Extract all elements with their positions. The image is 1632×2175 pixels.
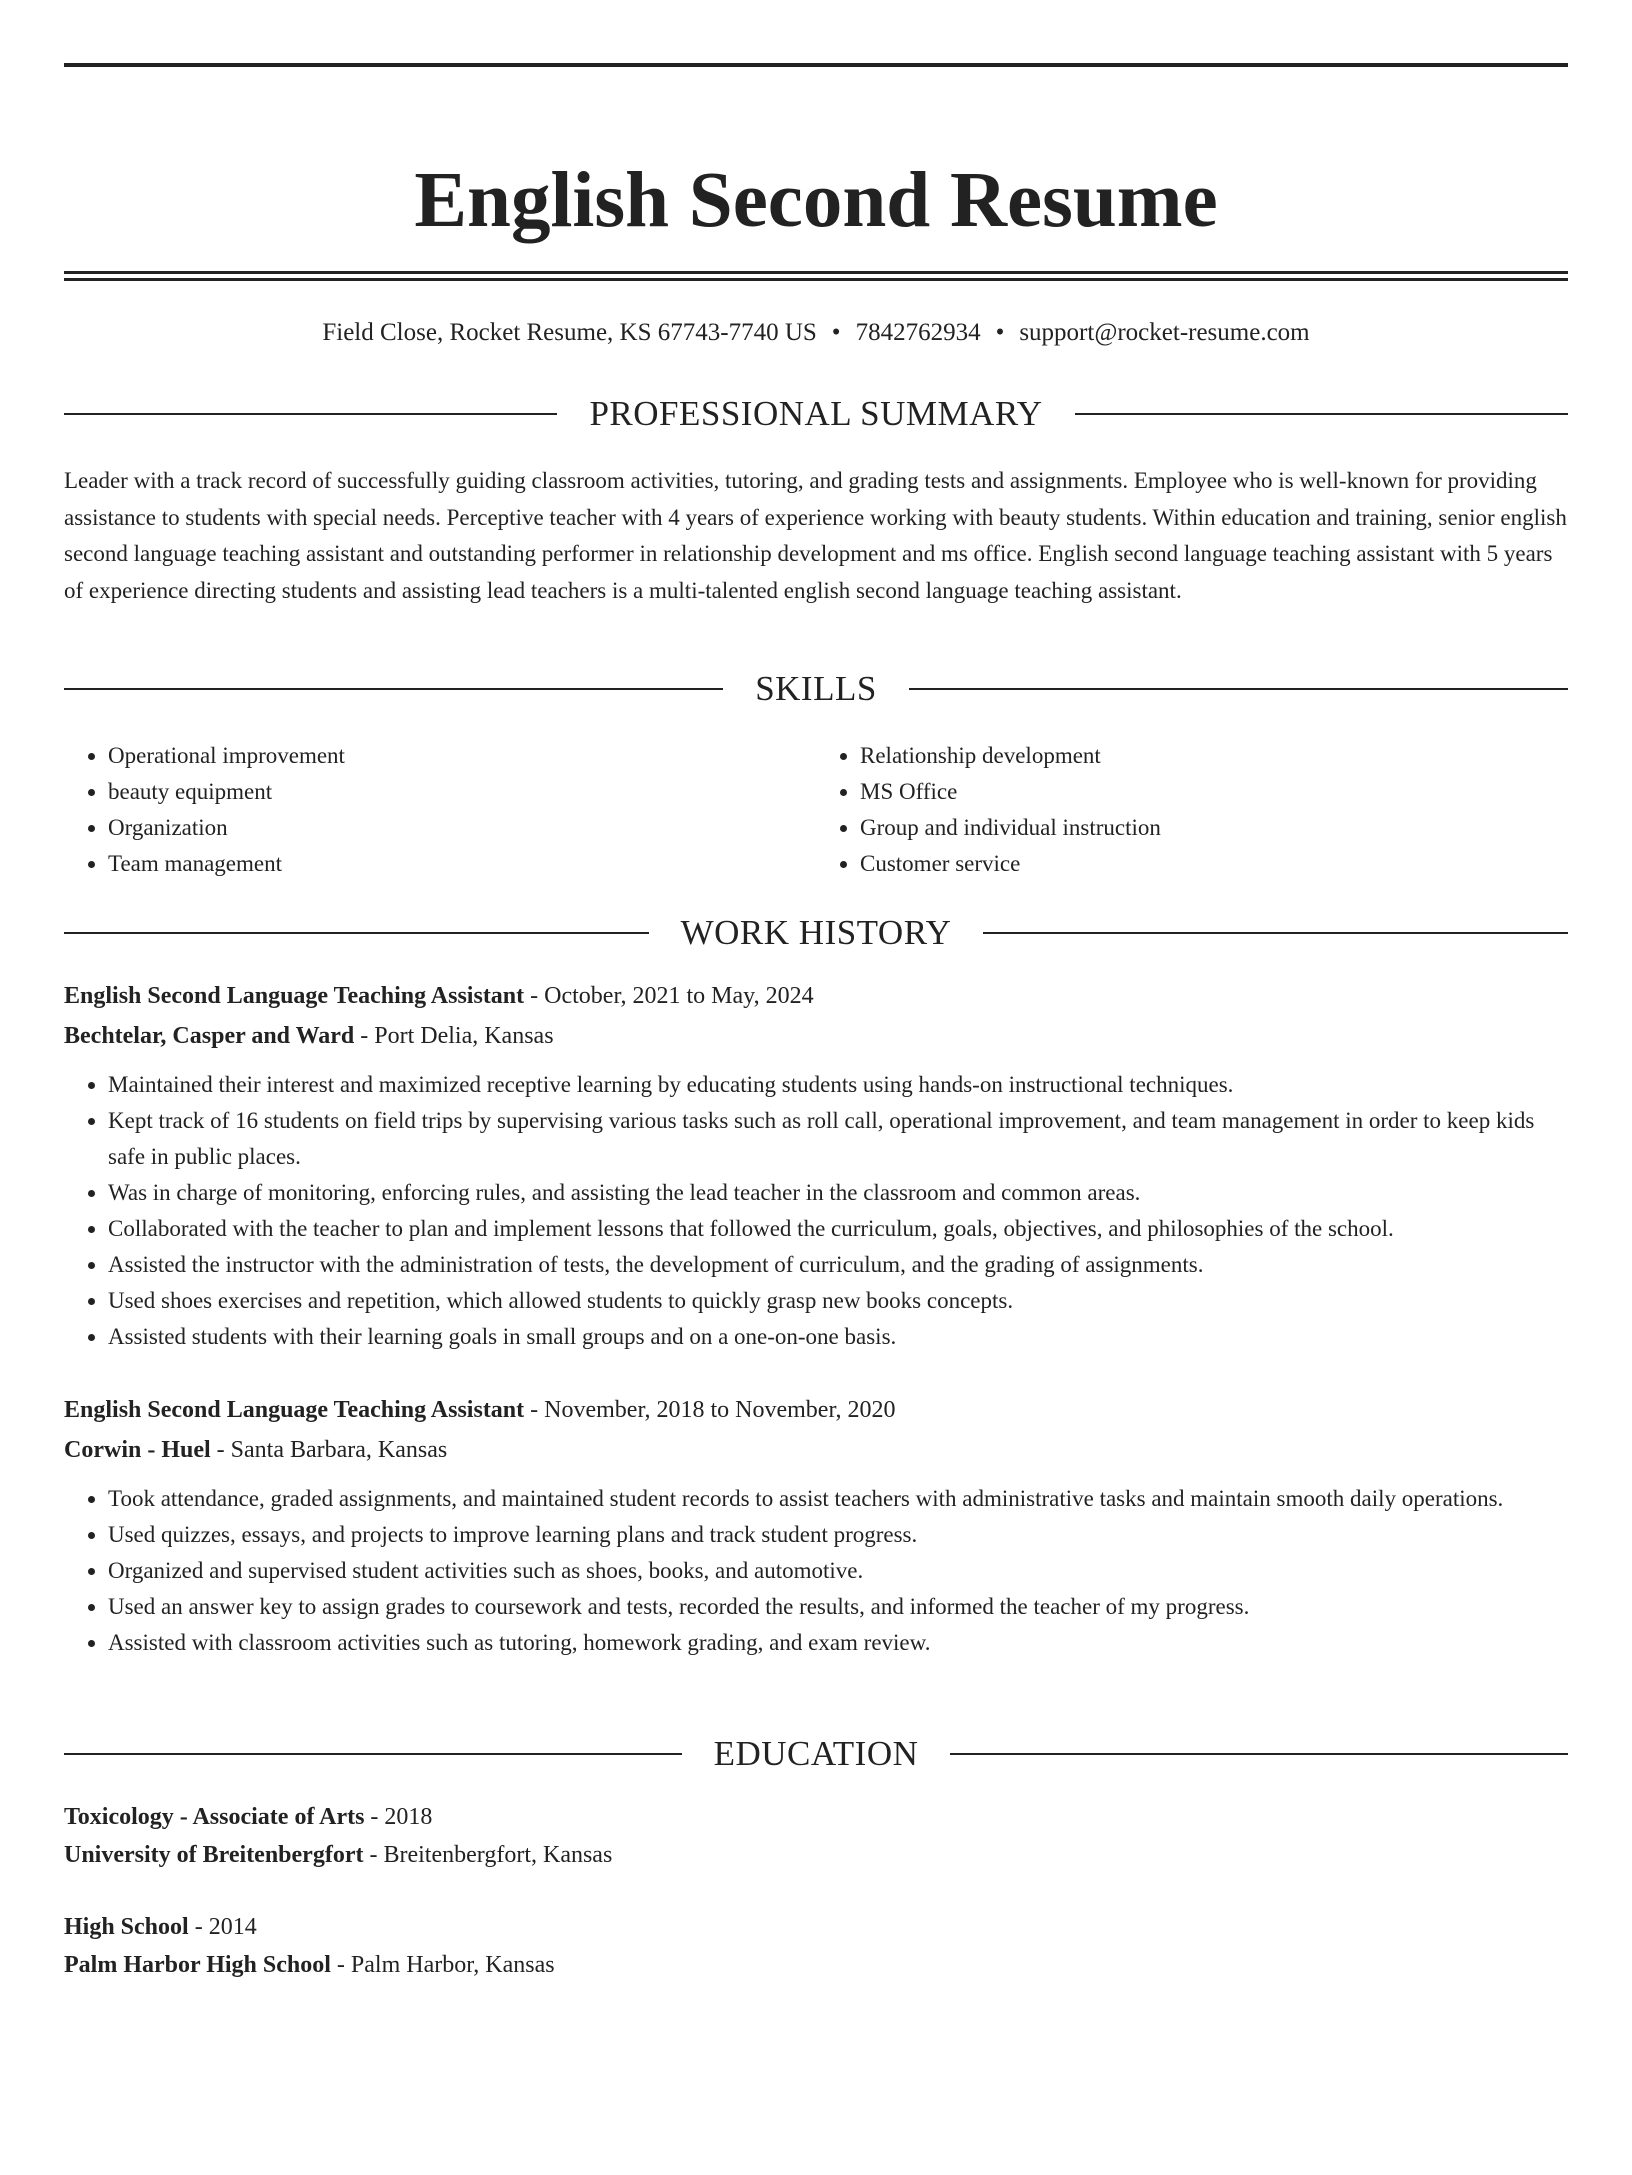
job-company-line	[64, 1017, 1568, 1055]
job-bullet: • Maintained their interest and maximized receptive learning by educating students using hands-on instructional techniques.	[108, 1067, 1568, 1103]
contact-phone: 7842762934	[855, 319, 981, 346]
contact-separator: •	[831, 319, 841, 346]
job-company: Bechtelar, Casper and Ward	[64, 1023, 355, 1049]
job-bullet: • Collaborated with the teacher to plan and implement lessons that followed the curriculum, goals, objectives, and philosophies of the school.	[108, 1211, 1568, 1247]
skills-column-right	[816, 738, 1568, 882]
header-double-rule	[64, 271, 1568, 281]
section-rule-right	[950, 1753, 1568, 1755]
skill-item: • Group and individual instruction	[860, 810, 1568, 846]
summary-text: Leader with a track record of successfully guiding classroom activities, tutoring, and grading tests and assignments. Employee who is well-known for providing assistance to students with special needs. Perceptive teacher with 4 years of experience working with beauty students. Within education and training, senior english second language teaching assistant and outstanding performer in relationship development and ms office. English second language teaching assistant with 5 years of experience directing students and assisting lead teachers is a multi-talented english second language teaching assistant.	[64, 468, 1567, 603]
job-dates: - October, 2021 to May, 2024	[524, 983, 814, 1009]
resume-page	[0, 63, 1632, 2175]
section-title: PROFESSIONAL SUMMARY	[589, 394, 1043, 433]
skills-list	[64, 738, 1568, 882]
job-bullet: • Took attendance, graded assignments, and maintained student records to assist teachers with administrative tasks and maintain smooth daily operations.	[108, 1481, 1568, 1517]
section-rule-right	[1075, 413, 1568, 415]
education-school-line	[64, 1836, 1568, 1874]
job-bullets	[64, 1067, 1568, 1355]
contact-separator: •	[995, 319, 1005, 346]
education-section-header	[64, 1732, 1568, 1776]
skill-item: • Organization	[108, 810, 816, 846]
job-title-line	[64, 977, 1568, 1015]
job-bullet: • Assisted with classroom activities such as tutoring, homework grading, and exam review.	[108, 1625, 1568, 1661]
job-company: Corwin - Huel	[64, 1437, 211, 1463]
section-rule-left	[64, 413, 557, 415]
education-degree-line	[64, 1908, 1568, 1946]
education-location: - Palm Harbor, Kansas	[330, 1952, 555, 1978]
job-bullet: • Used an answer key to assign grades to coursework and tests, recorded the results, and informed the teacher of my progress.	[108, 1589, 1568, 1625]
skill-item: • Team management	[108, 846, 816, 882]
education-degree-line	[64, 1798, 1568, 1836]
education-year: - 2014	[188, 1914, 257, 1940]
job-bullet: • Was in charge of monitoring, enforcing rules, and assisting the lead teacher in the classroom and common areas.	[108, 1175, 1568, 1211]
job-location: - Santa Barbara, Kansas	[210, 1437, 448, 1463]
job-title: English Second Language Teaching Assistant	[64, 1397, 525, 1423]
skill-item: • MS Office	[860, 774, 1568, 810]
skills-section-header	[64, 667, 1568, 711]
section-rule-left	[64, 1753, 682, 1755]
job-entry	[64, 977, 1568, 1355]
education-school-line	[64, 1946, 1568, 1984]
education-school: University of Breitenbergfort	[64, 1842, 364, 1868]
skill-item: • Customer service	[860, 846, 1568, 882]
job-bullets	[64, 1481, 1568, 1661]
job-title-line	[64, 1391, 1568, 1429]
job-location: - Port Delia, Kansas	[354, 1023, 554, 1049]
education-degree: High School	[64, 1914, 189, 1940]
section-rule-left	[64, 932, 649, 934]
contact-email: support@rocket-resume.com	[1019, 319, 1310, 346]
education-entry	[64, 1908, 1568, 1984]
education-degree: Toxicology - Associate of Arts	[64, 1804, 365, 1830]
job-title: English Second Language Teaching Assistant	[64, 983, 525, 1009]
skill-item: • beauty equipment	[108, 774, 816, 810]
section-title: EDUCATION	[713, 1734, 919, 1773]
skill-item: • Relationship development	[860, 738, 1568, 774]
section-rule-right	[983, 932, 1568, 934]
section-rule-right	[909, 688, 1568, 690]
job-bullet: • Assisted the instructor with the administration of tests, the development of curriculum, and the grading of assignments.	[108, 1247, 1568, 1283]
contact-address: Field Close, Rocket Resume, KS 67743-7740 US	[322, 319, 817, 346]
education-school: Palm Harbor High School	[64, 1952, 331, 1978]
job-bullet: • Used shoes exercises and repetition, which allowed students to quickly grasp new books concepts.	[108, 1283, 1568, 1319]
education-year: - 2018	[364, 1804, 433, 1830]
job-bullet: • Used quizzes, essays, and projects to improve learning plans and track student progress.	[108, 1517, 1568, 1553]
section-rule-left	[64, 688, 723, 690]
job-entry	[64, 1391, 1568, 1661]
section-title: SKILLS	[755, 669, 877, 708]
top-rule	[64, 63, 1568, 67]
section-title: WORK HISTORY	[680, 913, 952, 952]
education-entry	[64, 1798, 1568, 1874]
job-bullet: • Kept track of 16 students on field trips by supervising various tasks such as roll call, operational improvement, and team management in order to keep kids safe in public places.	[108, 1103, 1568, 1175]
candidate-name: English Second Resume	[414, 157, 1218, 244]
job-dates: - November, 2018 to November, 2020	[524, 1397, 896, 1423]
education-location: - Breitenbergfort, Kansas	[363, 1842, 613, 1868]
contact-line	[64, 315, 1568, 351]
skills-column-left	[64, 738, 816, 882]
summary-section-header	[64, 392, 1568, 436]
job-company-line	[64, 1431, 1568, 1469]
job-bullet: • Organized and supervised student activities such as shoes, books, and automotive.	[108, 1553, 1568, 1589]
job-bullet: • Assisted students with their learning goals in small groups and on a one-on-one basis.	[108, 1319, 1568, 1355]
work-section-header	[64, 911, 1568, 955]
skill-item: • Operational improvement	[108, 738, 816, 774]
